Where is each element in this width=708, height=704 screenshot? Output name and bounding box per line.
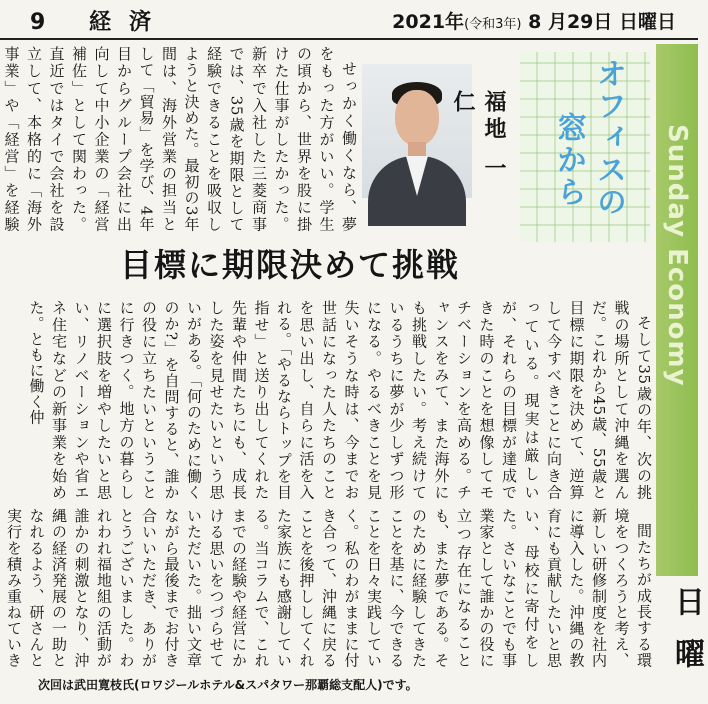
sunday-economy-label: Sunday Economy: [662, 124, 692, 387]
page-header: [0, 0, 698, 40]
headline: 目標に期限決めて挑戦: [119, 246, 460, 284]
paragraph-3-text: 間たちが成長する環境をつくろうと考え、新しい研修制度を社内に導入した。沖縄の教育にも貢献したいと思い、母校に寄付をした。さいなことでも事業家として誰かの役に立つ存在になることも、また夢である。そのために経験してきたことを基に、今できることを日々実践していく。私のわがままに付き合って、沖縄に戻ることを後押ししてくれた家族にも感謝している。当コラムで、これまでの経験や経営にかける思いをつづらせていただいた。拙い文章ながら最後までお付き合いいただき、ありがとうございました。われわれ福地組の活動が誰かの刺激となり、沖縄の経済発展の一助となれるよう、研さんと実行を積み重ねていき: [5, 508, 653, 668]
issue-date-year: 2021年: [392, 11, 465, 33]
paragraph-2: そして35歳の年、次の挑戦の場所として沖縄を選んだ。これから45歳、55歳と目標に期限を決めて、逆算して今すべきことに向き合っている。現実は厳しいが、それらの目標が達成できた時のことを想像してモチベーションを高める。チャンスをみて、また海外にも挑戦したい。考え続けているうちに夢が少しずつ形になる。やるべきことを見失いそうな時は、今までお世話になった人たちのことを思い出し、自らに活を入れる。「やるならトップを目指せ」と送り出してくれた先輩や仲間たちにも、成長した姿を見せたいという思いがある。「何のために働くのか?」を自問すると、誰かの役に立ちたいということに行きつく。地方の暮らしに選択肢を増やしたいと思い、リノベーションや省エネ住宅などの新事業を始めた。ともに働く仲: [27, 300, 653, 500]
paragraph-3: [0, 508, 655, 668]
article-body-3: [5, 508, 655, 668]
day-marker: [656, 578, 704, 704]
day-marker-text: 日曜: [669, 586, 704, 690]
issue-date: [392, 7, 676, 34]
issue-date-era: (令和3年): [464, 17, 522, 32]
paragraph-1: せっかく働くなら、夢をもった方がいい。学生の頃から、世界を股に掛けた仕事がしたかった。新卒で入社した三菱商事では、35歳を期限として経験できることを吸収しようと決めた。最初の3年間は、海外営業の担当として「貿易」を学び、4年目からグループ会社に出向して中小企業の「経営補佐」として関わった。直近ではタイで会社を設立して、本格的に「海外事業」や「経営」を経験: [2, 46, 358, 232]
next-author-note: 次回は武田寛枝氏(ロワジールホテル&スパタワー那覇総支配人)です。: [38, 678, 418, 692]
column-title-line-2: 窓から: [551, 112, 586, 208]
column-title-line-1: オフィスの: [591, 58, 626, 218]
article-body-2: [20, 300, 655, 500]
header-rule: [0, 38, 698, 40]
issue-date-day: 8 月29日 日曜日: [528, 11, 676, 33]
column-title-box: [520, 52, 650, 242]
page-number: 9: [30, 10, 64, 35]
article-body-1: [2, 46, 360, 232]
sunday-economy-band: [656, 44, 698, 576]
page-section-label: [30, 5, 169, 36]
author-photo: [362, 64, 472, 198]
section-name: 経済: [88, 10, 169, 35]
author-name: 福地 一仁: [450, 90, 507, 184]
